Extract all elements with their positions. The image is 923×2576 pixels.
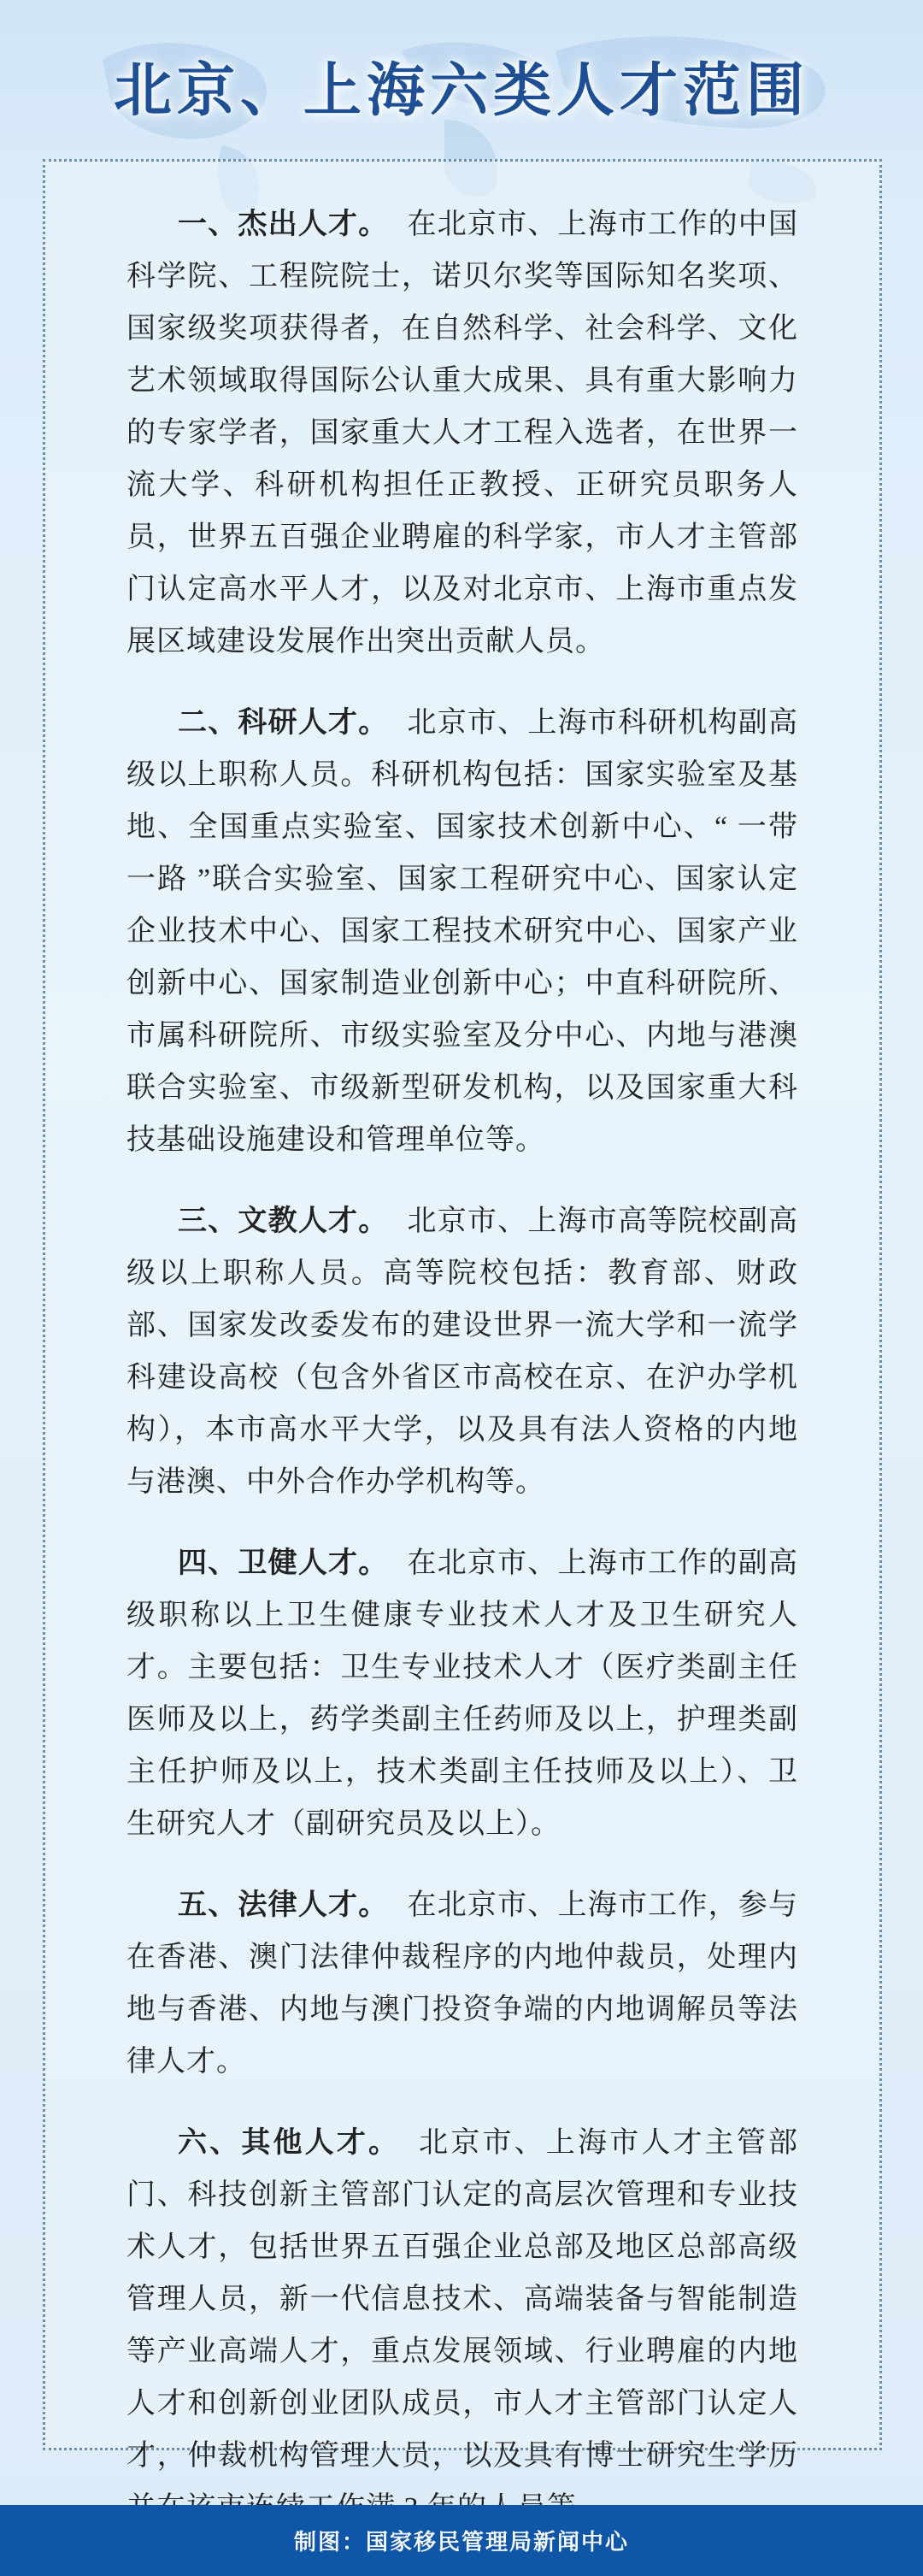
section-body: 北京市、上海市人才主管部门、科技创新主管部门认定的高层次管理和专业技术人才，包括世界五百强企业总部及地区总部高级管理人员，新一代信息技术、高端装备与智能制造等产业高端人才，重点发展领域、行业聘雇的内地人才和创新创业团队成员，市人才主管部门认定人才，仲裁机构管理人员，以及具有博士研究生学历 [126, 2127, 799, 2472]
section-body: 在北京市、上海市工作，参与在香港、澳门法律仲裁程序的内地仲裁员，处理内地与香港、内地与澳门投资争端的内地调解员等法律人才。 [126, 1889, 799, 2078]
section-heading: 六、其他人才。 [178, 2127, 401, 2159]
section-education-talent [126, 1195, 798, 1508]
section-heading: 五、法律人才。 [178, 1889, 389, 1921]
section-body: 北京市、上海市高等院校副高级以上职称人员。高等院校包括：教育部、财政部、国家发改委发布的建设世界一流大学和一流学科建设高校（包含外省区市高校在京、在沪办学机构），本市高水平大学，以及具有法人资格的内地与港澳、中外合作办学机构等。 [126, 1205, 799, 1498]
section-heading: 一、杰出人才。 [178, 209, 389, 240]
section-body: 在北京市、上海市工作的中国科学院、工程院院士，诺贝尔奖等国际知名奖项、国家级奖项获得者，在自然科学、社会科学、文化艺术领域取得国际公认重大成果、具有重大影响力的专家学者，国家重大人才工程入选者，在世界一流大学、科研机构担任正教授、正研究员职务人员，世界五百强企业聘雇的科学家，市人才主管部门认定高水平人才，以及对北京市、上海市重点发展区域建设发展作出突出贡献人员。 [126, 209, 799, 657]
section-research-talent [126, 697, 798, 1166]
footer-bar [0, 2505, 923, 2576]
footer-credit: 制图：国家移民管理局新闻中心 [293, 2529, 629, 2555]
talent-category-list [126, 198, 798, 2563]
section-other-talent [126, 2117, 798, 2534]
section-body: 北京市、上海市科研机构副高级以上职称人员。科研机构包括：国家实验室及基地、全国重点实验室、国家技术创新中心、“ 一带一路 ”联合实验室、国家工程研究中心、国家认定企业技术中心、国家工程技术研究中心、国家产业创新中心、国家制造业创新中心；中直科研院所、市属科研院所、市级实验室及分中心、内地与港澳联合实验室、市级新型研发机构，以及国家重大科技基础设施建设和管理单位等。 [126, 707, 799, 1156]
section-health-talent [126, 1537, 798, 1850]
page-title: 北京、上海六类人才范围 [113, 58, 809, 123]
section-outstanding-talent [126, 198, 798, 668]
section-body: 在北京市、上海市工作的副高级职称以上卫生健康专业技术人才及卫生研究人才。主要包括：卫生专业技术人才（医疗类副主任医师及以上，药学类副主任药师及以上，护理类副主任护师及以上，技术类副主任技师及以上）、卫生研究人才（副研究员及以上）。 [126, 1547, 799, 1840]
section-legal-talent [126, 1879, 798, 2088]
section-heading: 三、文教人才。 [178, 1205, 389, 1237]
section-heading: 二、科研人才。 [178, 707, 389, 739]
section-heading: 四、卫健人才。 [178, 1547, 389, 1579]
